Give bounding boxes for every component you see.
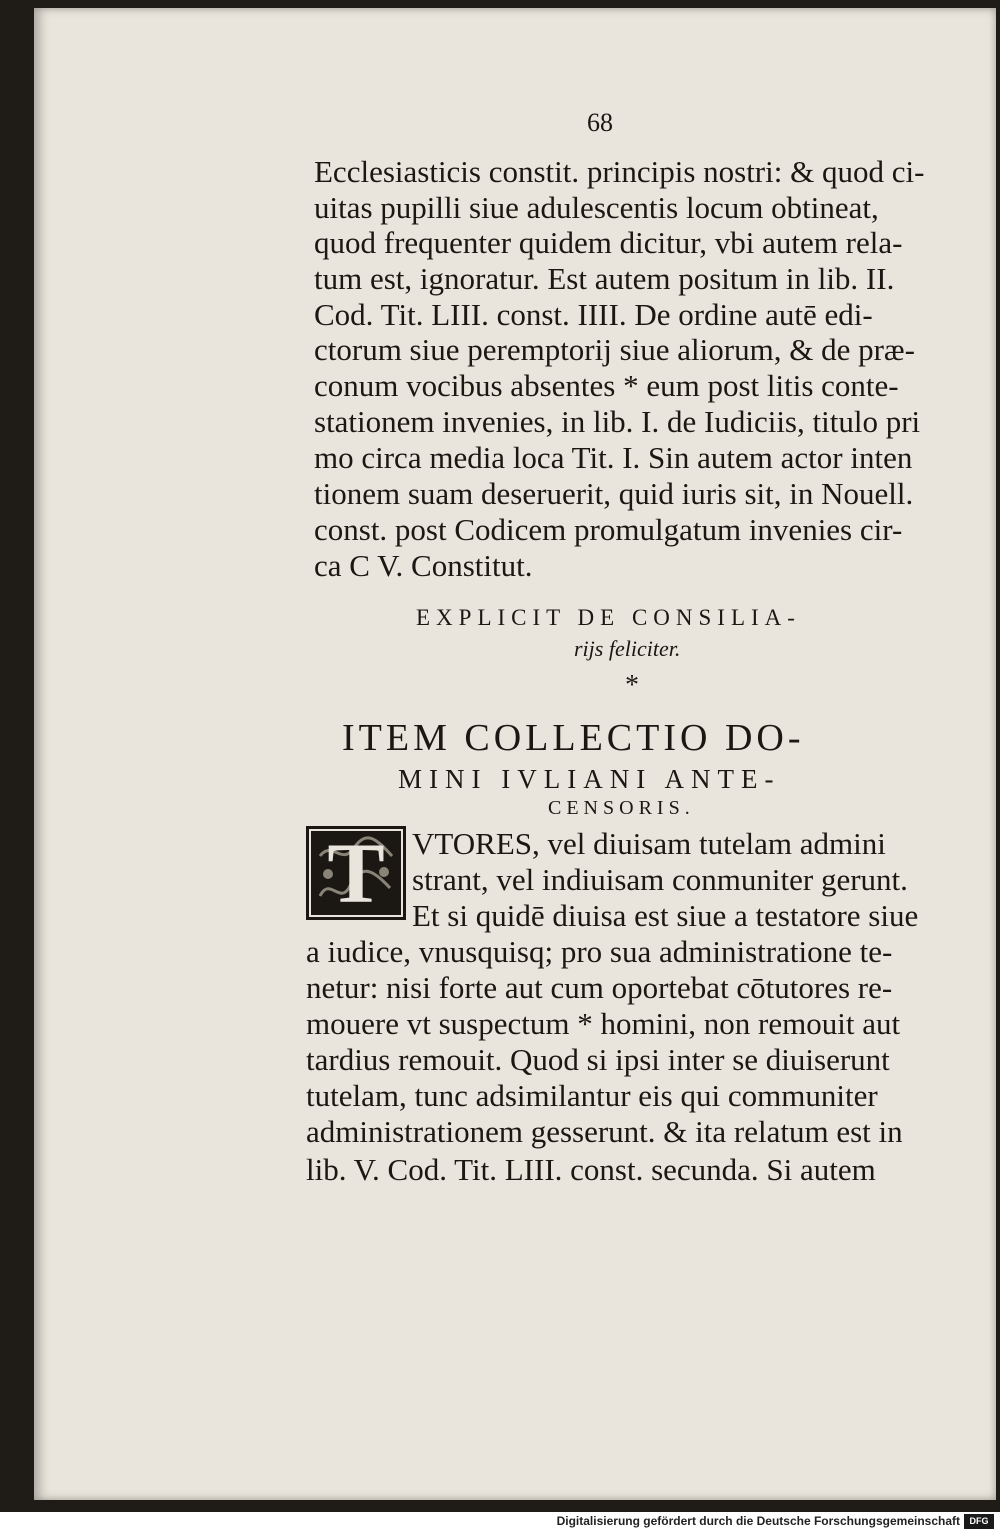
text-line: lib. V. Cod. Tit. LIII. const. secunda. Si autem xyxy=(306,1152,876,1187)
text-line: Et si quidē diuisa est siue a testatore siue xyxy=(412,898,919,933)
text-line: tum est, ignoratur. Est autem positum in lib. II. xyxy=(314,261,895,296)
text-line: const. post Codicem promulgatum invenies cir- xyxy=(314,512,903,547)
text-line: uitas pupilli siue adulescentis locum obtineat, xyxy=(314,190,879,225)
text-line: ca C V. Constitut. xyxy=(314,548,533,583)
explicit-line-1: EXPLICIT DE CONSILIA- xyxy=(416,605,801,630)
text-line: conum vocibus absentes * eum post litis conte- xyxy=(314,368,899,403)
text-line: Cod. Tit. LIII. const. IIII. De ordine autē edi- xyxy=(314,297,873,332)
page-number: 68 xyxy=(587,108,613,137)
text-line: mouere vt suspectum * homini, non remouit aut xyxy=(306,1006,901,1041)
initial-letter: T xyxy=(327,825,385,921)
explicit-line-2: rijs feliciter. xyxy=(574,636,681,661)
text-line: netur: nisi forte aut cum oportebat cōtutores re- xyxy=(306,970,893,1005)
dfg-logo: DFG xyxy=(964,1514,994,1529)
heading-line-3: CENSORIS. xyxy=(548,797,695,819)
asterisk-ornament: * xyxy=(625,670,639,701)
text-line: mo circa media loca Tit. I. Sin autem actor inten xyxy=(314,440,913,475)
text-line: a iudice, vnusquisq; pro sua administratione te- xyxy=(306,934,893,969)
text-line: administrationem gesserunt. & ita relatum est in xyxy=(306,1114,903,1149)
text-line: tionem suam deseruerit, quid iuris sit, in Nouell. xyxy=(314,476,914,511)
heading-line-1: ITEM COLLECTIO DO- xyxy=(342,717,805,759)
text-line: quod frequenter quidem dicitur, vbi autem rela- xyxy=(314,225,903,260)
footer-credit: Digitalisierung gefördert durch die Deutsche Forschungsgemeinschaft xyxy=(556,1514,960,1528)
decorated-initial xyxy=(306,826,406,920)
heading-line-2: MINI IVLIANI ANTE- xyxy=(398,764,781,794)
text-line: strant, vel indiuisam conmuniter gerunt. xyxy=(412,862,908,897)
text-line: stationem invenies, in lib. I. de Iudiciis, titulo pri xyxy=(314,404,921,439)
text-line: tutelam, tunc adsimilantur eis qui communiter xyxy=(306,1078,878,1113)
text-line: ctorum siue peremptorij siue aliorum, & de præ- xyxy=(314,332,915,367)
text-line: tardius remouit. Quod si ipsi inter se diuiserunt xyxy=(306,1042,890,1077)
text-line: VTORES, vel diuisam tutelam admini xyxy=(412,826,886,861)
text-line: Ecclesiasticis constit. principis nostri: & quod ci- xyxy=(314,154,925,189)
